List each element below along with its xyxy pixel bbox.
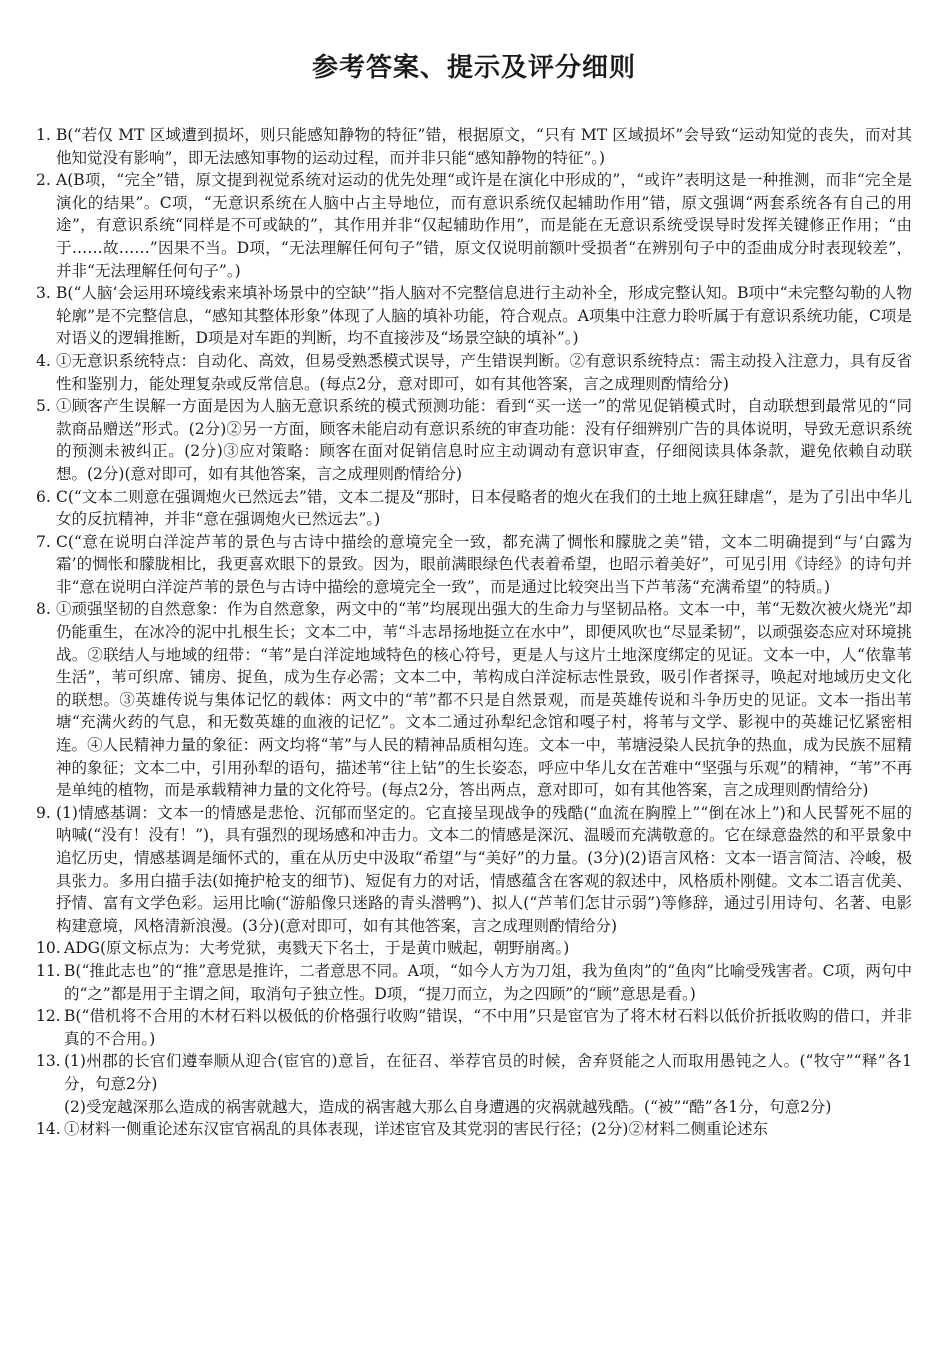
answer-number: 9. bbox=[36, 803, 51, 822]
answer-item bbox=[36, 486, 912, 531]
answer-number: 12. bbox=[36, 1007, 61, 1026]
answer-number: 13. bbox=[36, 1052, 61, 1071]
answer-text: ADG(原文标点为：大考党狱，夷戮天下名士，于是黄巾贼起，朝野崩离。) bbox=[64, 939, 570, 958]
answer-item bbox=[36, 124, 912, 169]
answer-number: 1. bbox=[36, 126, 51, 144]
answer-number: 4. bbox=[36, 351, 51, 370]
answer-number: 8. bbox=[36, 600, 51, 619]
answer-number: 14. bbox=[36, 1120, 61, 1139]
answer-text: ①顽强坚韧的自然意象：作为自然意象，两文中的“苇”均展现出强大的生命力与坚韧品格。文本一中，苇“无数次被火烧光”却仍能重生，在冰冷的泥中扎根生长；文本二中，苇“斗志昂扬地挺立在水中”，即便风吹也“尽显柔韧”，以顽强姿态应对环境挑战。②联结人与地域的纽带：“苇”是白洋淀地域特色的核心符号，更是人与这片土地深度绑定的见证。文本一中，人“依靠苇生活”，苇可织席、铺房、捉鱼，成为生存必需；文本二中，苇构成白洋淀标志性景致，吸引作者探寻，唤起对地域历史文化的联想。③英雄传说与集体记忆的载体：两文中的“苇”都不只是自然景观，而是英雄传说和斗争历史的见证。文本一指出苇塘“充满火药的气息，和无数英雄的血液的记忆”。文本二通过孙犁纪念馆和嘎子村，将苇与文学、影视中的英雄记忆紧密相连。④人民精神力量的象征：两文均将“苇”与人民的精神品质相勾连。文本一中，苇塘浸染人民抗争的热血，成为民族不屈精神的象征；文本二中，引用孙犁的语句，描述苇“往上钻”的生长姿态，呼应中华儿女在苦难中“坚强与乐观”的精神，“苇”不再是单纯的植物，而是承载精神力量的文化符号。(每点2分，答出两点，意对即可，如有其他答案，言之成理则酌情给分) bbox=[56, 600, 912, 800]
answer-text: ①无意识系统特点：自动化、高效，但易受熟悉模式误导，产生错误判断。②有意识系统特点：需主动投入注意力，具有反省性和鉴别力，能处理复杂或反常信息。(每点2分，意对即可，如有其他答案，言之成理则酌情给分) bbox=[56, 351, 912, 393]
answer-text: (1)情感基调：文本一的情感是悲怆、沉郁而坚定的。它直接呈现战争的残酷(“血流在胸膛上”“倒在冰上”)和人民誓死不屈的呐喊(“没有！没有！”)，具有强烈的现场感和冲击力。文本二的情感是深沉、温暖而充满敬意的。它在绿意盎然的和平景象中追忆历史，情感基调是缅怀式的，重在从历史中汲取“希望”与“美好”的力量。(3分)(2)语言风格：文本一语言简洁、冷峻，极具张力。多用白描手法(如掩护枪支的细节)、短促有力的对话，情感蕴含在客观的叙述中，风格质朴刚健。文本二语言优美、抒情、富有文学色彩。运用比喻(“游船像只迷路的青头潜鸭”)、拟人(“芦苇们怎甘示弱”)等修辞，通过引用诗句、名著、电影构建意境，风格清新浪漫。(3分)(意对即可，如有其他答案，言之成理则酌情给分) bbox=[56, 803, 912, 935]
answer-number: 5. bbox=[36, 397, 51, 416]
answer-sub-part: (2)受宠越深那么造成的祸害就越大，造成的祸害越大那么自身遭遇的灾祸就越残酷。(“被”“酷”各1分，句意2分) bbox=[64, 1097, 832, 1116]
answer-item bbox=[36, 1118, 912, 1141]
answer-item bbox=[36, 1005, 912, 1050]
answer-number: 3. bbox=[36, 284, 51, 303]
answer-item bbox=[36, 395, 912, 485]
answer-item bbox=[36, 350, 912, 395]
answer-text: B(“人脑‘会运用环境线索来填补场景中的空缺’”指人脑对不完整信息进行主动补全，形成完整认知。B项中“未完整勾勒的人物轮廓”是不完整信息，“感知其整体形象”体现了人脑的填补功能，符合观点。A项集中注意力聆听属于有意识系统功能，C项是对语义的逻辑推断，D项是对车距的判断，均不直接涉及“场景空缺的填补”。) bbox=[56, 284, 912, 348]
answer-number: 2. bbox=[36, 171, 51, 190]
answer-item bbox=[36, 802, 912, 938]
answer-number: 6. bbox=[36, 487, 51, 506]
answer-text: C(“文本二则意在强调炮火已然远去”错，文本二提及“那时，日本侵略者的炮火在我们的土地上疯狂肆虐”，是为了引出中华儿女的反抗精神，并非“意在强调炮火已然远去”。) bbox=[56, 487, 912, 529]
answer-item bbox=[36, 937, 912, 960]
answer-text: B(“借机将不合用的木材石料以极低的价格强行收购”错误，“不中用”只是宦官为了将木材石料以低价折抵收购的借口，并非真的不合用。) bbox=[64, 1007, 912, 1048]
answer-sub-part: (1)州郡的长官们遵奉顺从迎合(宦官的)意旨，在征召、举荐官员的时候，舍弃贤能之人而取用愚钝之人。(“牧守”“释”各1分，句意2分) bbox=[64, 1052, 912, 1093]
answer-text: B(“推此志也”的“推”意思是推许，二者意思不同。A项，“如今人方为刀俎，我为鱼肉”的“鱼肉”比喻受残害者。C项，两句中的“之”都是用于主谓之间，取消句子独立性。D项，“提刀而立，为之四顾”的“顾”意思是看。) bbox=[64, 961, 912, 1003]
answer-number: 10. bbox=[36, 939, 61, 958]
answer-text: ①材料一侧重论述东汉宦官祸乱的具体表现，详述宦官及其党羽的害民行径；(2分)②材料二侧重论述东 bbox=[64, 1120, 768, 1139]
answer-text: B(“若仅 MT 区域遭到损坏，则只能感知静物的特征”错，根据原文，“只有 MT 区域损坏”会导致“运动知觉的丧失，而对其他知觉没有影响”，即无法感知事物的运动过程，而并非只能“感知静物的特征”。) bbox=[56, 126, 912, 167]
answer-item bbox=[36, 531, 912, 599]
answer-text: ①顾客产生误解一方面是因为人脑无意识系统的模式预测功能：看到“买一送一”的常见促销模式时，自动联想到最常见的“同款商品赠送”形式。(2分)②另一方面，顾客未能启动有意识系统的审查功能：没有仔细辨别广告的具体说明，导致无意识系统的预测未被纠正。(2分)③应对策略：顾客在面对促销信息时应主动调动有意识审查，仔细阅读具体条款，避免依赖自动联想。(2分)(意对即可，如有其他答案，言之成理则酌情给分) bbox=[56, 397, 912, 483]
page-title: 参考答案、提示及评分细则 bbox=[311, 53, 636, 83]
answer-item bbox=[36, 1050, 912, 1118]
answer-list bbox=[36, 124, 912, 1141]
answer-item bbox=[36, 282, 912, 350]
answer-item bbox=[36, 598, 912, 801]
answer-item bbox=[36, 169, 912, 282]
answer-number: 7. bbox=[36, 532, 51, 551]
answer-text: C(“意在说明白洋淀芦苇的景色与古诗中描绘的意境完全一致，都充满了惆怅和朦胧之美”错，文本二明确提到“与‘白露为霜’的惆怅和朦胧相比，我更喜欢眼下的景致。因为，眼前满眼绿色代表着希望，也昭示着美好”，可见引用《诗经》的诗句并非“意在说明白洋淀芦苇的景色与古诗中描绘的意境完全一致”，而是通过比较突出当下芦苇荡“充满希望”的特质。) bbox=[56, 532, 912, 596]
answer-number: 11. bbox=[36, 961, 61, 980]
answer-text: A(B项，“完全”错，原文提到视觉系统对运动的优先处理“或许是在演化中形成的”，“或许”表明这是一种推测，而非“完全是演化的结果”。C项，“无意识系统在人脑中占主导地位，而有意识系统仅起辅助作用”错，原文强调“两套系统各有自己的用途”，有意识系统“同样是不可或缺的”，其作用并非“仅起辅助作用”，而是能在无意识系统受误导时发挥关键修正作用；“由于……故……”因果不当。D项，“无法理解任何句子”错，原文仅说明前额叶受损者“在辨别句子中的歪曲成分时表现较差”，并非“无法理解任何句子”。) bbox=[56, 171, 912, 280]
answer-item bbox=[36, 960, 912, 1005]
